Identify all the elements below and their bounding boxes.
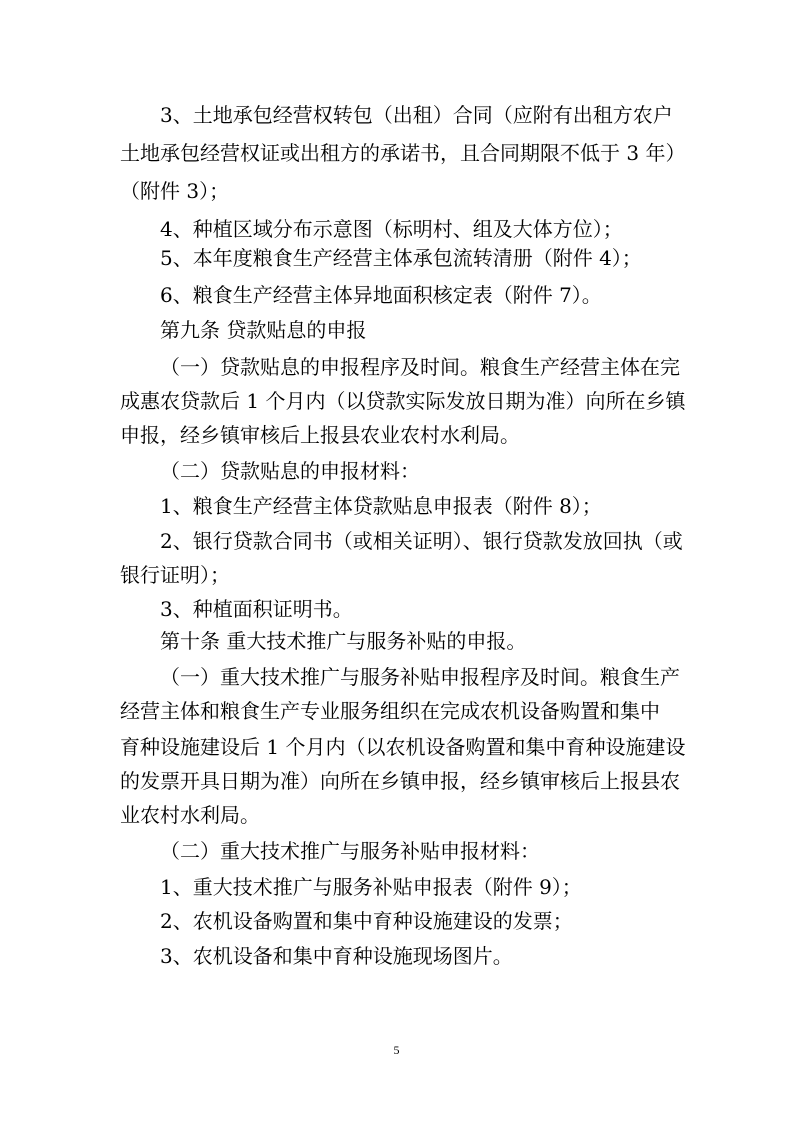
text-line: 业农村水利局。 (120, 803, 260, 827)
text-line: 的发票开具日期为准）向所在乡镇申报，经乡镇审核后上报县农 (120, 769, 680, 793)
page-number: 5 (393, 1043, 400, 1057)
text-line: 6、粮食生产经营主体异地面积核定表（附件 7）。 (160, 283, 602, 307)
text-line: 5、本年度粮食生产经营主体承包流转清册（附件 4）； (160, 246, 642, 270)
text-line: 银行证明）； (120, 563, 230, 587)
text-line: 申报，经乡镇审核后上报县农业农村水利局。 (120, 423, 520, 447)
text-line: 3、种植面积证明书。 (160, 597, 353, 621)
text-line: （一）重大技术推广与服务补贴申报程序及时间。粮食生产 (160, 665, 680, 689)
text-line: （一）贷款贴息的申报程序及时间。粮食生产经营主体在完 (160, 355, 680, 379)
text-line: （二）贷款贴息的申报材料： (160, 459, 420, 483)
section-heading: 第九条 贷款贴息的申报 (160, 318, 367, 342)
section-heading: 第十条 重大技术推广与服务补贴的申报。 (160, 629, 527, 653)
text-line: 4、种植区域分布示意图（标明村、组及大体方位）； (160, 217, 623, 241)
text-line: （二）重大技术推广与服务补贴申报材料： (160, 839, 540, 863)
text-line: （附件 3）； (120, 179, 230, 203)
text-line: 成惠农贷款后 1 个月内（以贷款实际发放日期为准）向所在乡镇 (120, 389, 686, 413)
text-line: 1、粮食生产经营主体贷款贴息申报表（附件 8）； (160, 494, 602, 518)
text-line: 2、农机设备购置和集中育种设施建设的发票； (160, 909, 573, 933)
text-line: 2、银行贷款合同书（或相关证明）、银行贷款发放回执（或 (160, 529, 683, 553)
text-line: 3、土地承包经营权转包（出租）合同（应附有出租方农户 (160, 103, 673, 127)
text-line: 3、农机设备和集中育种设施现场图片。 (160, 944, 513, 968)
text-line: 1、重大技术推广与服务补贴申报表（附件 9）； (160, 875, 582, 899)
text-line: 经营主体和粮食生产专业服务组织在完成农机设备购置和集中 (120, 699, 660, 723)
text-line: 土地承包经营权证或出租方的承诺书，且合同期限不低于 3 年） (120, 141, 686, 165)
text-line: 育种设施建设后 1 个月内（以农机设备购置和集中育种设施建设 (120, 735, 686, 759)
